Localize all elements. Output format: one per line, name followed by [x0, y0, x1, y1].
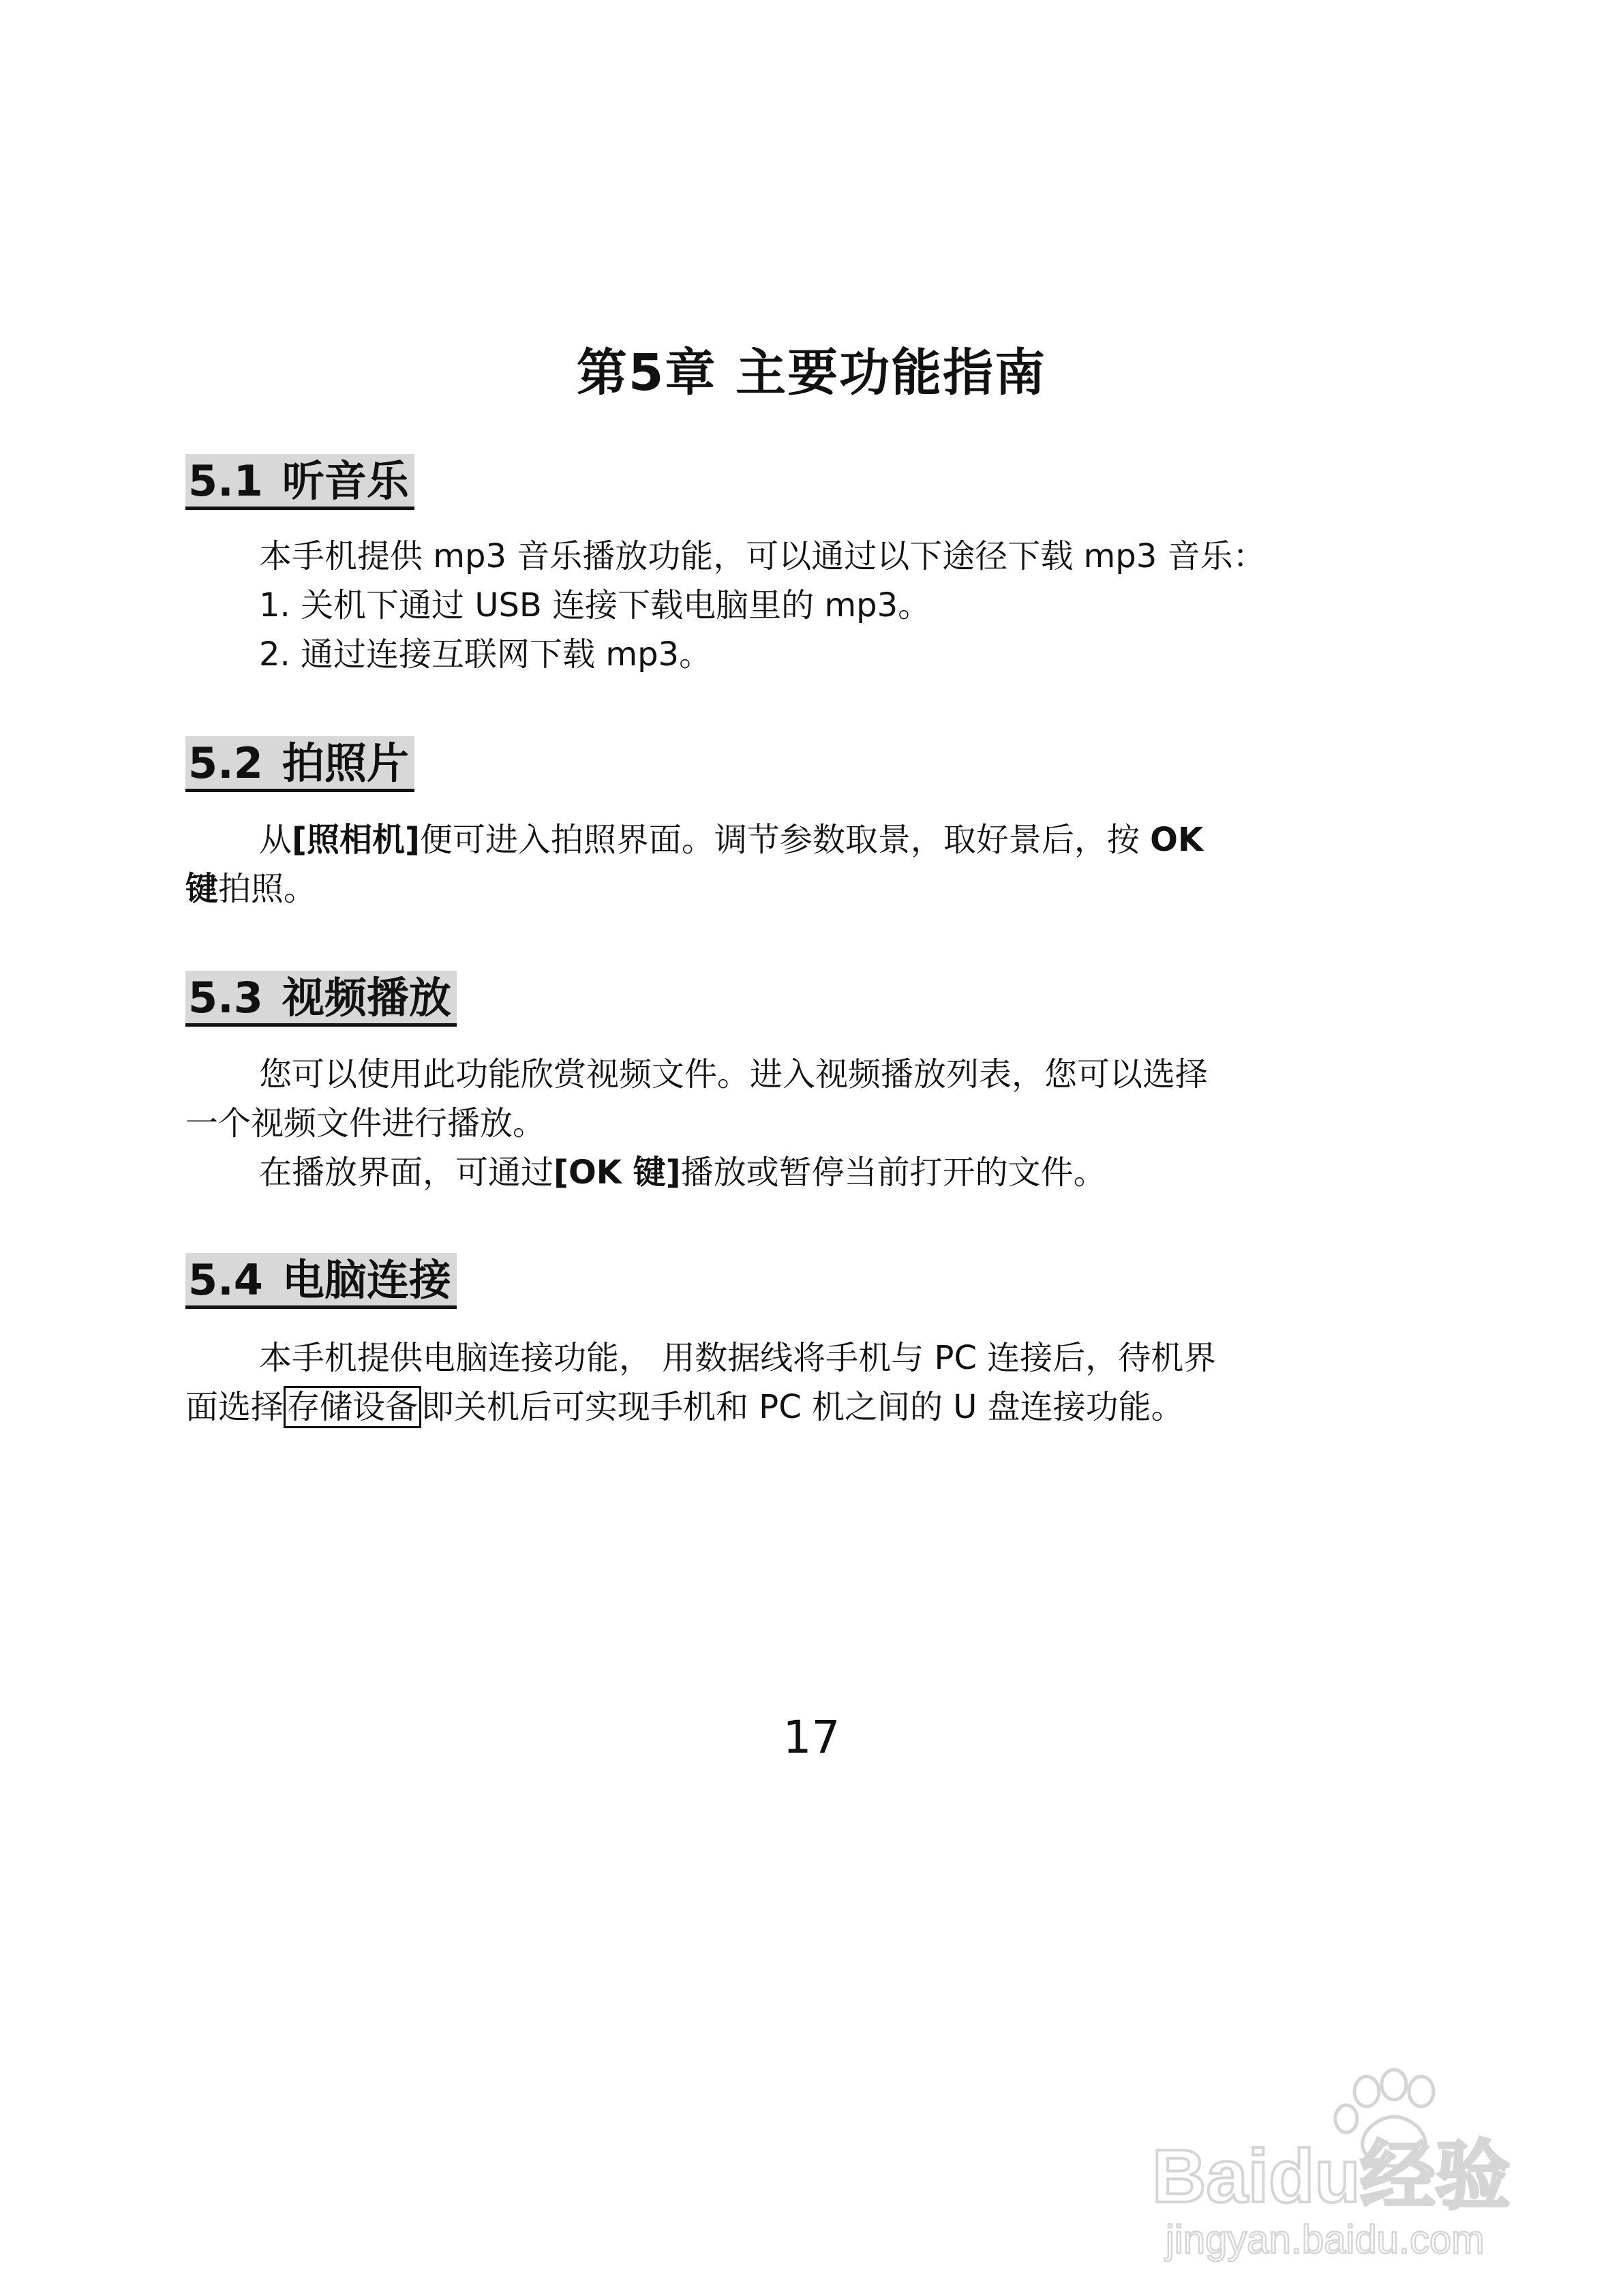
- section-heading-5-2: [185, 736, 414, 792]
- section-number: 5.1: [188, 456, 263, 506]
- baidu-watermark: [1152, 2066, 1561, 2270]
- menu-reference: [照相机]: [292, 821, 420, 859]
- section-number: 5.4: [188, 1255, 263, 1305]
- section-number: 5.3: [188, 973, 263, 1023]
- list-item: 1. 关机下通过 USB 连接下载电脑里的 mp3。: [259, 586, 931, 624]
- section-title: 拍照片: [282, 738, 409, 788]
- paragraph-line: [185, 1148, 1290, 1197]
- key-reference: [OK 键]: [553, 1153, 681, 1192]
- text: 便可进入拍照界面。调节参数取景，取好景后，按: [419, 821, 1151, 859]
- paragraph-line: [185, 815, 1290, 864]
- paragraph-line: 本手机提供电脑连接功能， 用数据线将手机与 PC 连接后，待机界: [259, 1339, 1217, 1377]
- section-5-3-body: [185, 1050, 1290, 1197]
- watermark-brand: Baidu经验: [1152, 2134, 1511, 2218]
- text: 播放或暂停当前打开的文件。: [680, 1153, 1106, 1192]
- chapter-title: 第5章 主要功能指南: [576, 344, 1047, 402]
- menu-option-box: 存储设备: [284, 1386, 421, 1428]
- section-title: 电脑连接: [282, 1255, 451, 1305]
- text: 面选择: [185, 1388, 284, 1426]
- paragraph-line: [185, 864, 1290, 913]
- section-title: 视频播放: [282, 973, 451, 1023]
- section-5-1-body: [185, 532, 1290, 679]
- text: 即关机后可实现手机和 PC 机之间的 U 盘连接功能。: [421, 1388, 1184, 1426]
- section-5-2-body: [185, 815, 1290, 913]
- list-item: 2. 通过连接互联网下载 mp3。: [259, 635, 712, 674]
- text: 拍照。: [218, 870, 317, 908]
- section-heading-5-4: [185, 1253, 457, 1309]
- section-title: 听音乐: [282, 456, 409, 506]
- watermark-url: jingyan.baidu.com: [1166, 2218, 1485, 2262]
- key-reference: 键: [185, 870, 219, 908]
- paragraph-line: [185, 1383, 1290, 1432]
- key-reference: OK: [1150, 821, 1204, 859]
- paragraph: 本手机提供 mp3 音乐播放功能，可以通过以下途径下载 mp3 音乐：: [259, 537, 1266, 575]
- paw-icon: [1152, 2066, 1561, 2270]
- text: 在播放界面，可通过: [259, 1153, 554, 1192]
- section-number: 5.2: [188, 738, 263, 788]
- section-heading-5-3: [185, 971, 457, 1027]
- paragraph-line: 一个视频文件进行播放。: [185, 1104, 546, 1143]
- section-heading-5-1: [185, 454, 414, 510]
- text: 从: [259, 821, 292, 859]
- paragraph-line: 您可以使用此功能欣赏视频文件。进入视频播放列表，您可以选择: [259, 1055, 1209, 1093]
- section-5-4-body: [185, 1333, 1290, 1432]
- page-number: 17: [783, 1711, 840, 1764]
